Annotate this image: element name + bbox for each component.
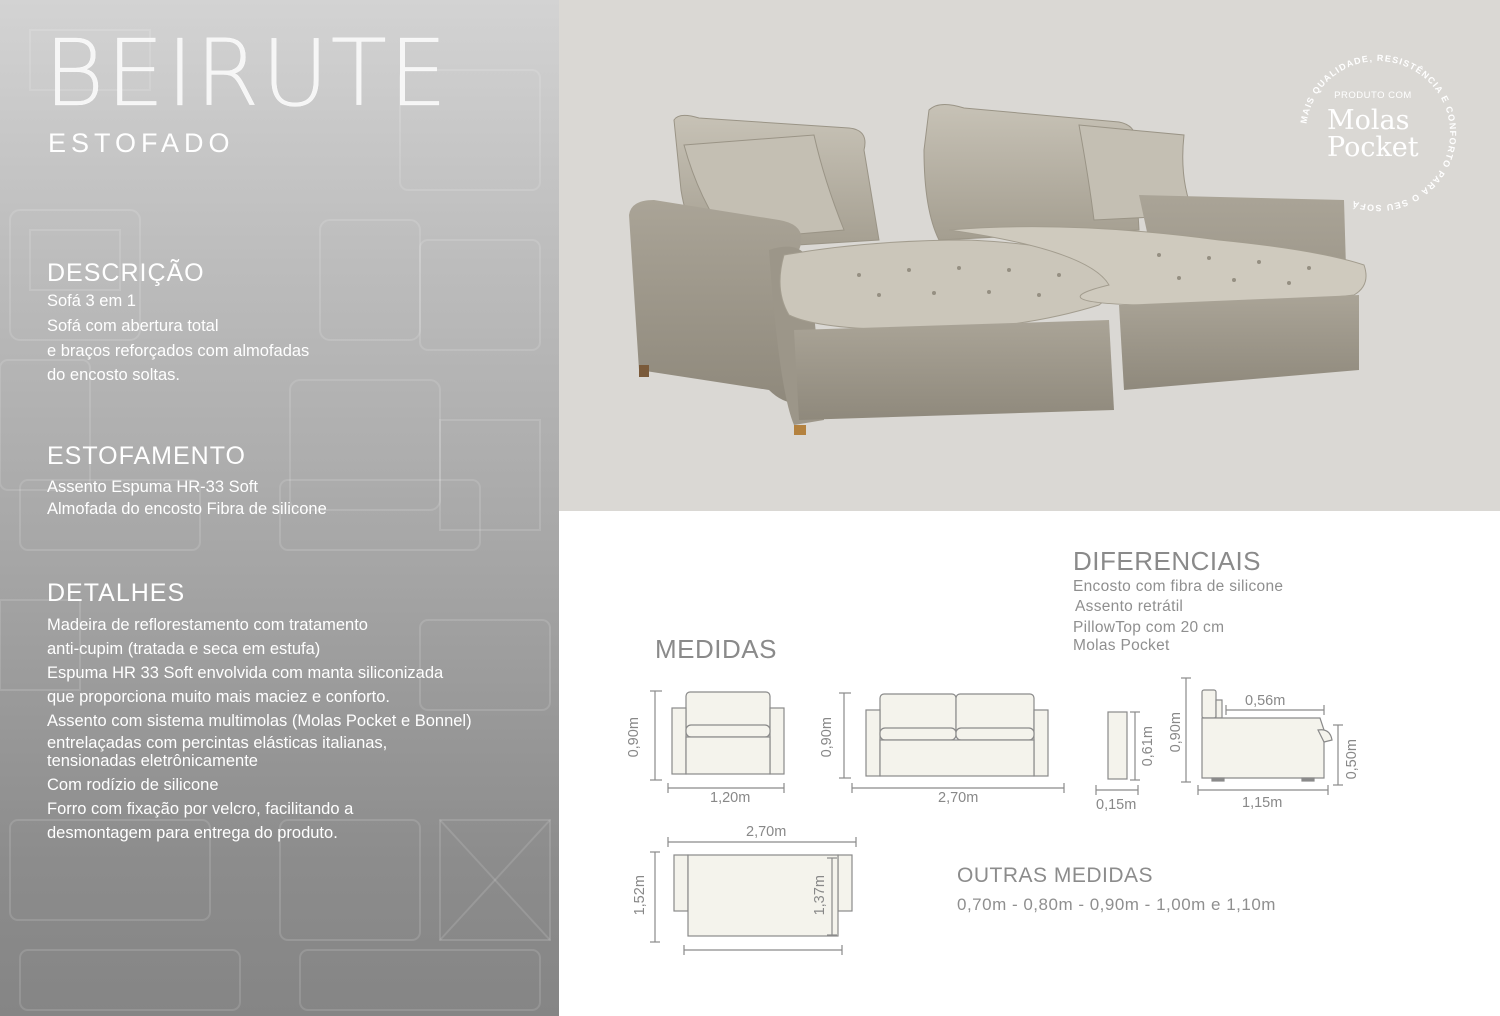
dim-side-depth: 1,15m <box>1242 795 1283 811</box>
arm-view <box>1108 712 1127 779</box>
detalhes-line: que proporciona muito mais maciez e conforto. <box>47 688 391 706</box>
detalhes-line: Madeira de reflorestamento com tratamento <box>47 616 368 634</box>
detalhes-line: anti-cupim (tratada e seca em estufa) <box>47 640 321 658</box>
seal-line1: Molas <box>1327 105 1410 136</box>
dim-arm-height: 0,61m <box>1139 726 1156 767</box>
dim-full-height: 0,90m <box>818 717 835 758</box>
dim-side-height: 0,90m <box>1167 712 1184 753</box>
single-seat-front-view <box>672 692 784 774</box>
dim-single-height: 0,90m <box>625 717 642 758</box>
estofamento-line: Almofada do encosto Fibra de silicone <box>47 500 327 518</box>
diferenciais-line: Encosto com fibra de silicone <box>1073 578 1284 595</box>
seal-small-text: PRODUTO COM <box>1334 90 1412 101</box>
dim-top-width: 2,70m <box>746 824 787 840</box>
descricao-line: e braços reforçados com almofadas <box>47 342 310 360</box>
outras-medidas-heading: OUTRAS MEDIDAS <box>957 864 1154 887</box>
descricao-line: Sofá 3 em 1 <box>47 292 136 310</box>
estofamento-heading: ESTOFAMENTO <box>47 442 247 470</box>
dim-top-depth: 1,52m <box>631 875 648 916</box>
medidas-heading: MEDIDAS <box>655 634 777 664</box>
diferenciais-line: Assento retrátil <box>1075 598 1184 615</box>
product-name: BEIRUTE <box>44 20 450 127</box>
dim-side-seat: 0,50m <box>1343 739 1360 780</box>
dim-arm-width: 0,15m <box>1096 797 1137 813</box>
descricao-heading: DESCRIÇÃO <box>47 259 205 287</box>
diferenciais-line: PillowTop com 20 cm <box>1073 619 1225 636</box>
seal-line2: Pocket <box>1327 132 1419 163</box>
full-sofa-front-view <box>866 694 1048 776</box>
dim-side-top: 0,56m <box>1245 693 1286 709</box>
detalhes-line: Com rodízio de silicone <box>47 776 219 794</box>
descricao-line: do encosto soltas. <box>47 366 180 384</box>
detalhes-line: tensionadas eletrônicamente <box>47 752 258 770</box>
descricao-line: Sofá com abertura total <box>47 317 219 335</box>
detalhes-line: Forro com fixação por velcro, facilitando a <box>47 800 354 818</box>
dim-top-inner: 1,37m <box>811 875 828 916</box>
estofamento-line: Assento Espuma HR-33 Soft <box>47 478 258 496</box>
detalhes-line: desmontagem para entrega do produto. <box>47 824 338 842</box>
diferenciais-line: Molas Pocket <box>1073 637 1170 654</box>
detalhes-line: Espuma HR 33 Soft envolvida com manta siliconizada <box>47 664 444 682</box>
product-category: ESTOFADO <box>48 128 235 158</box>
dim-full-width: 2,70m <box>938 790 979 806</box>
detalhes-line: Assento com sistema multimolas (Molas Pocket e Bonnel) <box>47 712 472 730</box>
detalhes-heading: DETALHES <box>47 579 186 607</box>
detalhes-line: entrelaçadas com percintas elásticas italianas, <box>47 734 388 752</box>
seal-ring-text: MAIS QUALIDADE, RESISTÊNCIA E CONFORTO PARA O SEU SOFÁ <box>1298 52 1459 214</box>
outras-medidas-values: 0,70m - 0,80m - 0,90m - 1,00m e 1,10m <box>957 895 1276 914</box>
dim-single-width: 1,20m <box>710 790 751 806</box>
diferenciais-heading: DIFERENCIAIS <box>1073 546 1262 576</box>
